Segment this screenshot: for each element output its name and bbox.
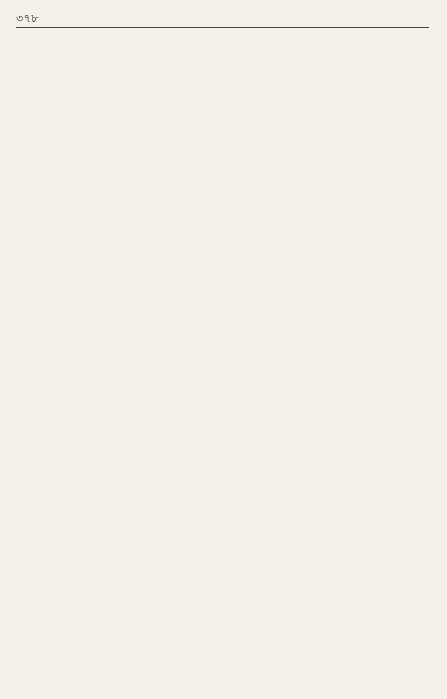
- page-number: ৩৭৮: [16, 12, 39, 25]
- header-rule: [16, 27, 429, 28]
- page-header: [16, 6, 429, 28]
